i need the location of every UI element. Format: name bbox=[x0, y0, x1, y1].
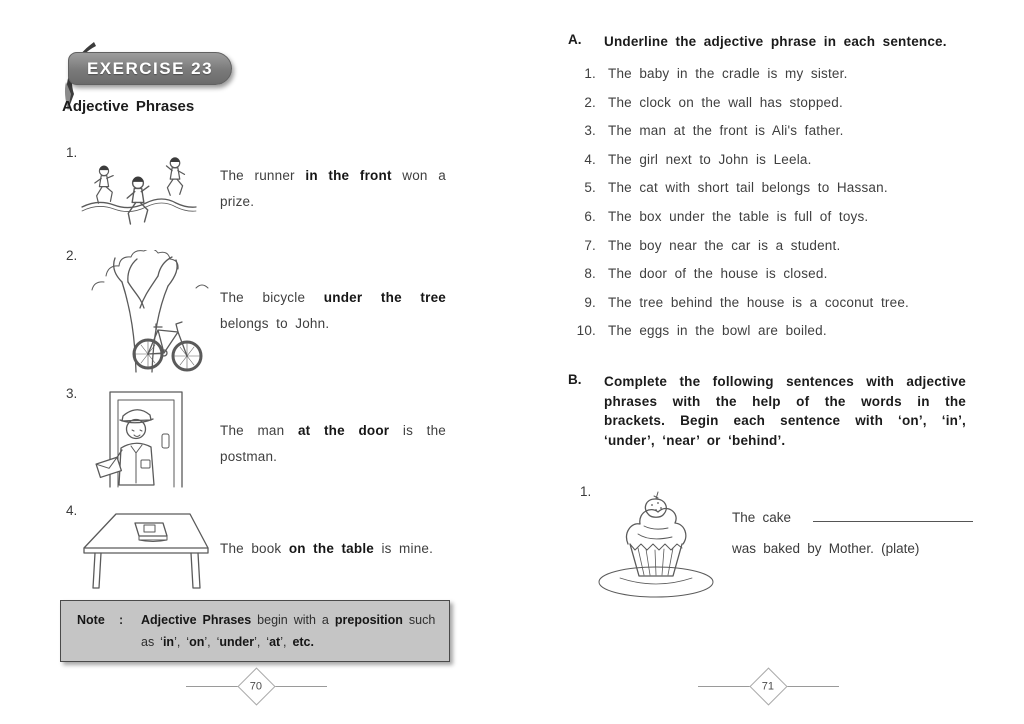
section-b-instruction: Complete the following sentences with adjective phrases with the help of the words in the brackets. Begin each sentence with ‘on’, ‘in’, ‘under’, ‘near’ or ‘behind’. bbox=[604, 374, 966, 448]
sentence-text: The box under the table is full of toys. bbox=[608, 208, 869, 224]
page-number: 70 bbox=[249, 680, 263, 693]
section-b-label: B. bbox=[568, 372, 582, 387]
banner-pill bbox=[68, 52, 232, 85]
right-page bbox=[568, 0, 968, 724]
note-text: Adjective Phrases begin with a preposition such as ‘in’, ‘on’, ‘under’, ‘at’, etc. bbox=[141, 613, 436, 649]
section-b-item-1 bbox=[568, 480, 966, 610]
item-sentence: The book on the table is mine. bbox=[220, 541, 434, 556]
sentence-row bbox=[568, 295, 966, 311]
sentence-number: 4. bbox=[584, 151, 596, 167]
sentence-text: The eggs in the bowl are boiled. bbox=[608, 323, 827, 339]
postman-illustration bbox=[94, 388, 196, 488]
book-table-illustration bbox=[78, 508, 216, 594]
sentence-row bbox=[568, 266, 966, 282]
item-sentence: The bicycle under the tree belongs to John. bbox=[220, 290, 446, 331]
sentence-row bbox=[568, 238, 966, 254]
sentence-text: The baby in the cradle is my sister. bbox=[608, 66, 848, 81]
item-sentence: The man at the door is the postman. bbox=[220, 423, 446, 464]
sentence-row bbox=[568, 66, 966, 82]
sentence-text: The clock on the wall has stopped. bbox=[608, 94, 843, 110]
sentence-text: The girl next to John is Leela. bbox=[608, 151, 812, 167]
sentence-text: The man at the front is Ali's father. bbox=[608, 123, 844, 139]
sentence-text: The tree behind the house is a coconut tree. bbox=[608, 294, 909, 310]
footer-rule bbox=[787, 686, 839, 687]
item-number: 3. bbox=[66, 386, 78, 401]
left-page bbox=[60, 0, 452, 724]
sentence-row bbox=[568, 123, 966, 139]
right-page-footer bbox=[568, 673, 968, 700]
footer-rule bbox=[698, 686, 750, 687]
exercise-banner bbox=[60, 48, 280, 92]
sentence-number: 3. bbox=[584, 123, 596, 139]
sentence-number: 2. bbox=[584, 94, 596, 110]
footer-rule bbox=[275, 686, 327, 687]
sentence-number: 6. bbox=[584, 208, 596, 224]
note-box bbox=[60, 600, 450, 662]
note-label: Note bbox=[77, 613, 105, 627]
b-sentence-prefix: The cake bbox=[732, 510, 792, 525]
section-a-heading bbox=[568, 32, 966, 52]
sentence-number: 7. bbox=[584, 237, 596, 253]
footer-rule bbox=[186, 686, 238, 687]
item-number: 1. bbox=[580, 484, 592, 499]
section-a-sentences bbox=[568, 66, 966, 339]
section-a-label: A. bbox=[568, 32, 582, 47]
sentence-row bbox=[568, 323, 966, 339]
item-sentence: The runner in the front won a prize. bbox=[220, 168, 446, 209]
item-number: 2. bbox=[66, 248, 78, 263]
note-colon: : bbox=[119, 613, 124, 627]
sentence-text: The cat with short tail belongs to Hassan. bbox=[608, 180, 888, 196]
page-number-badge bbox=[237, 667, 275, 705]
sentence-number: 1. bbox=[584, 66, 596, 81]
sentence-row bbox=[568, 152, 966, 168]
sentence-number: 8. bbox=[584, 266, 596, 282]
page-number: 71 bbox=[761, 680, 775, 693]
topic-heading: Adjective Phrases bbox=[62, 98, 195, 115]
sentence-number: 5. bbox=[584, 180, 596, 196]
sentence-row bbox=[568, 180, 966, 196]
banner-label: EXERCISE 23 bbox=[86, 58, 214, 78]
cupcake-illustration bbox=[594, 486, 718, 602]
item-number: 1. bbox=[66, 145, 78, 160]
sentence-row bbox=[568, 209, 966, 225]
tree-bicycle-illustration bbox=[86, 250, 214, 374]
runners-illustration bbox=[78, 149, 200, 241]
sentence-number: 10. bbox=[576, 323, 596, 339]
answer-blank bbox=[813, 521, 973, 522]
b-sentence-line2: was baked by Mother. (plate) bbox=[732, 541, 920, 556]
sentence-number: 9. bbox=[584, 294, 596, 310]
page-number-badge bbox=[749, 667, 787, 705]
sentence-text: The boy near the car is a student. bbox=[608, 237, 841, 253]
section-b-heading bbox=[568, 372, 966, 450]
item-number: 4. bbox=[66, 503, 78, 518]
sentence-row bbox=[568, 95, 966, 111]
sentence-text: The door of the house is closed. bbox=[608, 266, 828, 282]
left-page-footer bbox=[60, 673, 452, 700]
section-a-instruction: Underline the adjective phrase in each sentence. bbox=[604, 34, 947, 49]
b-sentence-line1 bbox=[732, 510, 973, 525]
